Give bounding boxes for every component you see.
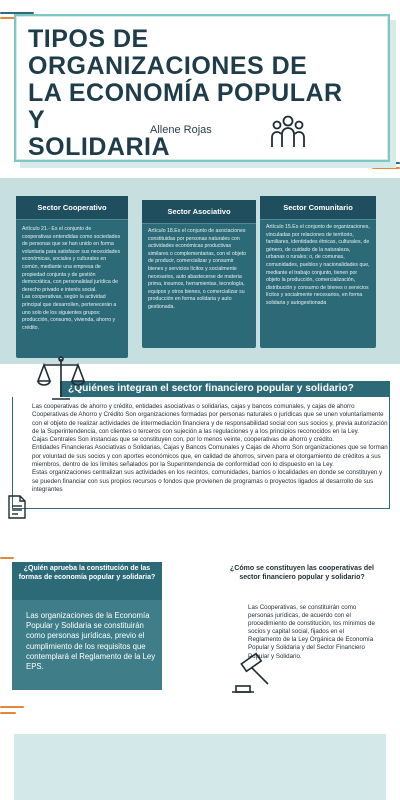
left-question-title: ¿Quién aprueba la constitución de las formas de economía popular y solidaria? [18, 565, 156, 581]
sector-paragraph: Artículo 15.Es el conjunto de organizaciones, vinculadas por relaciones de territorio, familiares, identidades étnicas, culturales, de género, de cuidado de la naturaleza, urbanas o rurales; o, de comunas, comunidades, pueblos y nacionalidades que, mediante el trabajo conjunto, tienen por objeto la producción, comercialización, distribución y consumo de bienes o servicios lícitos y socialmente necesarios, en forma solidaria y autogestionada [266, 224, 370, 306]
gavel-icon [228, 652, 276, 696]
decorative-line [372, 167, 400, 169]
financial-paragraph: Entidades Financieras Asociativas o Solidarias, Cajas y Bancos Comunales y Cajas de Ahorro Son organizaciones que se forman por voluntad de sus socios y con aportes económicos que, en calidad de ahorros, sirven para el otorgamiento de créditos a sus miembros, dentro de los límites señalados por la Superintendencia de conformidad con lo dispuesto en la Ley. [32, 444, 388, 469]
sector-card-header [16, 196, 128, 220]
sector-card-header [142, 200, 256, 224]
decorative-line [0, 706, 24, 708]
left-question-header [12, 562, 162, 600]
document-icon [6, 494, 28, 520]
sector-card-text [266, 224, 370, 308]
sector-card-title: Sector Comunitario [283, 203, 353, 212]
sector-card-header [260, 196, 376, 220]
sector-paragraph: Las cooperativas, según la actividad principal que desarrollen, pertenecerán a uno solo de los siguientes grupos: producción, consumo, vivienda, ahorro y crédito. [22, 294, 117, 331]
sector-card-title: Sector Cooperativo [37, 203, 107, 212]
balance-scale-icon [36, 355, 86, 403]
sector-paragraph: Artículo 21.- Es el conjunto de cooperativas entendidas como sociedades de personas que se han unido en forma voluntaria para satisfacer sus necesidades económicas, sociales y culturales en común, mediante una empresa de propiedad conjunta y de gestión democrática, con personalidad jurídica de derecho privado e interés social. [22, 226, 121, 293]
right-question-title: ¿Cómo se constituyen las cooperativas del sector financiero popular y solidario? [230, 565, 374, 581]
sector-card-text [148, 228, 250, 312]
financial-title: ¿Quiénes integran el sector financiero popular y solidario? [68, 383, 354, 394]
sector-card-title: Sector Asociativo [167, 207, 231, 216]
financial-paragraph: Estas organizaciones centralizan sus actividades en los recintos, comunidades, barrios o localidades en donde se constituyen y se pueden financiar con sus propios recursos o fondos que provienen de programas o proyectos ligados al desarrollo de sus integrantes [32, 469, 383, 493]
sector-card-cooperativo [16, 196, 128, 358]
author-name: Allene Rojas [150, 124, 212, 136]
sector-card-text [22, 226, 122, 332]
footer-block [14, 734, 386, 800]
left-question-text: Las organizaciones de la Economía Popular y Solidaria se constituirán como personas jurídicas, previo el cumplimiento de los requisitos que contemplará el Reglamento de la Ley EPS. [26, 611, 156, 672]
right-question-text: Las Cooperativas, se constituirán como personas jurídicas, de acuerdo con el procedimiento de constitución, los mínimos de socios y capital social, fijados en el Reglamento de la Ley Orgánica de Economía Popular y Solidaria y del Sector Financiero Popular y Solidario. [248, 604, 375, 660]
sector-card-asociativo [142, 200, 256, 348]
people-group-icon [268, 110, 308, 150]
sector-paragraph: Artículo 18.Es el conjunto de asociaciones constituidas por personas naturales con actividades económicas productivas similares o complementarias, con el objeto de producir, comercializar y consumir bienes y servicios lícitos y socialmente necesarios, auto abastecerse de materia prima, insumos, herramientas, tecnología, equipos y otros bienes, o comercializar su producción en forma solidaria y auto gestionada. [148, 228, 247, 310]
decorative-line [360, 162, 400, 164]
sector-card-comunitario [260, 196, 376, 348]
right-question-header [222, 562, 382, 600]
financial-text [32, 403, 388, 494]
decorative-line [0, 557, 14, 559]
financial-paragraph: Cajas Centrales Son instancias que se constituyen con, por lo menos veinte, cooperativas de ahorro y crédito. [32, 436, 334, 444]
financial-paragraph: Las cooperativas de ahorro y crédito, entidades asociativas o solidarias, cajas y bancos comunales, y cajas de ahorro Cooperativas de Ahorro y Crédito Son organizaciones formadas por personas naturales o jurídicas que se unen voluntariamente con el objeto de realizar actividades de intermediación financiera y de responsabilidad social con sus socios y, previa autorización de la Superintendencia, con clientes o terceros con sujeción a las regulaciones y a los principios reconocidos en la Ley. [32, 403, 388, 435]
decorative-line [0, 712, 16, 714]
title-line-2: LA ECONOMÍA POPULAR Y [28, 79, 343, 134]
title-line-3: SOLIDARIA [28, 133, 170, 161]
title-line-1: TIPOS DE ORGANIZACIONES DE [28, 25, 308, 80]
